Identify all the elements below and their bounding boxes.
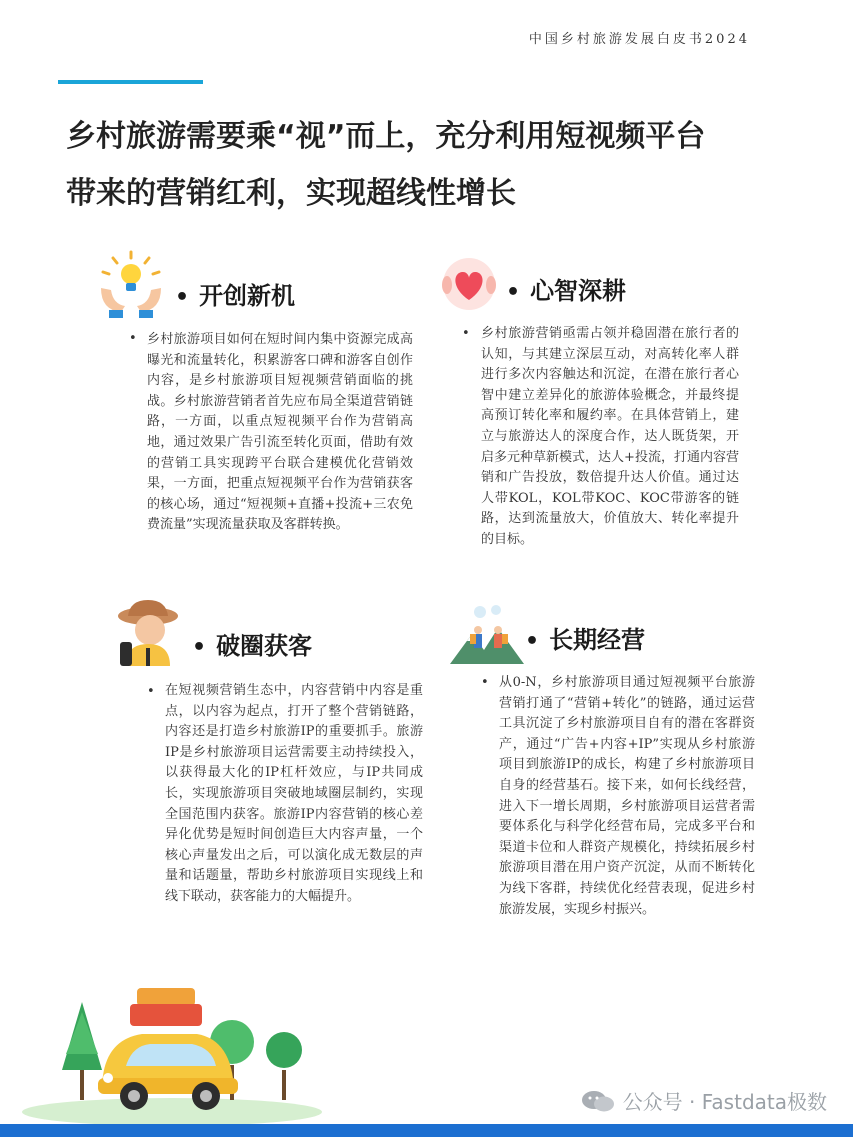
- bottom-bar: [0, 1124, 853, 1137]
- accent-bar: [58, 80, 203, 84]
- watermark: [581, 1086, 827, 1115]
- hikers-icon: [450, 600, 524, 666]
- wechat-icon: [581, 1090, 615, 1112]
- section-body-2: 乡村旅游营销亟需占领并稳固潜在旅行者的认知，与其建立深层互动，对高转化率人群进行多次内容触达和沉淀，在潜在旅行者心智中建立差异化的旅游体验概念，并最终提高预订转化率和履约率。在具体营销上，建立与旅游达人的深度合作，达人既货架，开启多元种草新模式，达人+投流，打通内容营销和广告投放，数倍提升达人价值。通过达人带KOL，KOL带KOC、KOC带游客的链路，达到流量放大，价值放大、转化率提升的目标。: [481, 326, 739, 547]
- section-body-1: 乡村旅游项目如何在短时间内集中资源完成高曝光和流量转化，积累游客口碑和游客自创作内容，是乡村旅游项目短视频营销面临的挑战。乡村旅游营销者首先应布局全渠道营销链路，一方面，以重点短视频平台作为营销高地，通过效果广告引流至转化页面，借助有效的营销工具实现跨平台联合建模优化营销效果，一方面，把重点短视频平台作为营销获客的核心场，通过“短视频+直播+投流+三农免费流量”实现流量获取及客群转换。: [147, 332, 413, 533]
- bullet-3: •: [147, 684, 155, 699]
- section-body-4: 从0-N，乡村旅游项目通过短视频平台旅游营销打通了“营销+转化”的链路，通过运营工具沉淀了乡村旅游项目自有的潜在客群资产，通过“广告+内容+IP”实现从乡村旅游项目到旅游IP的成长，构建了乡村旅游项目自身的经营基石。接下来，如何长线经营，进入下一增长周期，乡村旅游项目运营者需要体系化与科学化经营布局，完成多平台和渠道卡位和人群资产规模化，持续拓展乡村旅游项目潜在用户资产沉淀，从而不断转化为线下客群，持续优化经营表现，促进乡村旅游发展，实现乡村振兴。: [499, 675, 755, 917]
- page-title: [66, 108, 826, 222]
- heart-icon: [437, 252, 501, 314]
- page-title-line-2: 带来的营销红利，实现超线性增长: [66, 176, 516, 211]
- page-title-line-1: 乡村旅游需要乘“视”而上，充分利用短视频平台: [66, 119, 706, 154]
- section-title-3: • 破圈获客: [192, 626, 312, 661]
- watermark-text: 公众号 · Fastdata极数: [622, 1090, 827, 1114]
- bullet-1: •: [129, 331, 137, 346]
- section-body-3: 在短视频营销生态中，内容营销中内容是重点，以内容为起点，打开了整个营销链路，内容还是打造乡村旅游IP的重要抓手。旅游IP是乡村旅游项目运营需要主动持续投入，以获得最大化的IP杠杆效应，与IP共同成长，实现旅游项目突破地域圈层制约，实现全国范围内获客。旅游IP内容营销的核心差异化优势是短时间创造巨大内容声量，一个核心声量发出之后，可以演化成无数层的声量和话题量，帮助乡村旅游项目实现线上和线下联动，获客能力的大幅提升。: [165, 683, 423, 904]
- section-title-2: • 心智深耕: [506, 271, 626, 306]
- section-title-4: • 长期经营: [525, 620, 645, 655]
- car-illustration: [22, 980, 322, 1125]
- report-title: 中国乡村旅游发展白皮书2024: [528, 32, 750, 47]
- traveler-icon: [112, 598, 184, 668]
- section-title-1: • 开创新机: [175, 276, 295, 311]
- bullet-4: •: [481, 675, 489, 690]
- lightbulb-hands-icon: [95, 250, 167, 320]
- bullet-2: •: [462, 326, 470, 341]
